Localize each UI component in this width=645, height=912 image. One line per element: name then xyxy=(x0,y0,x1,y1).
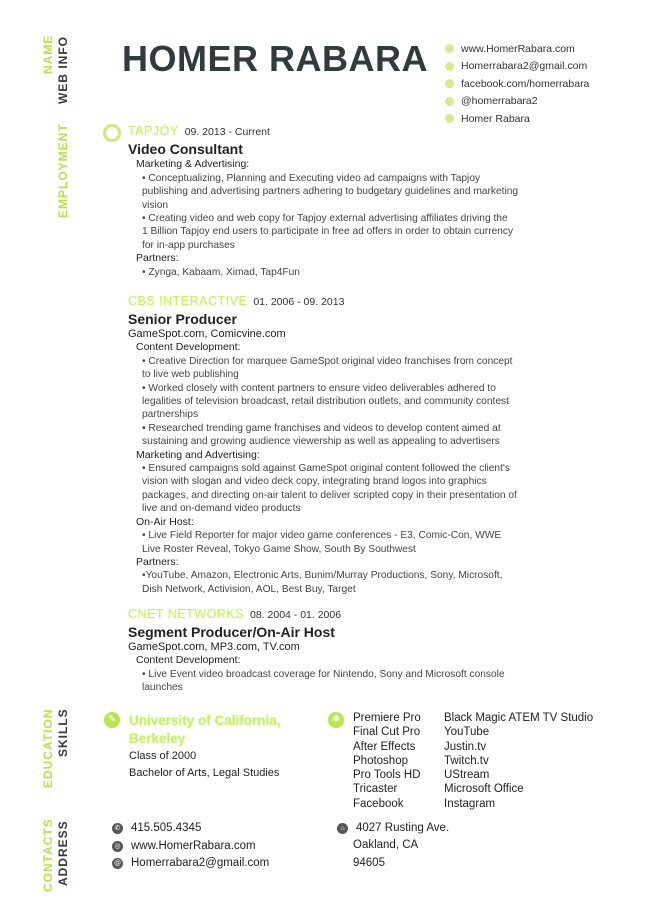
company-name: CBS INTERACTIVE xyxy=(128,294,248,308)
university-name-line2: Berkeley xyxy=(129,731,186,746)
education-class: Class of 2000 xyxy=(129,750,197,762)
bullet-dot-icon xyxy=(445,97,454,106)
job-line: • Live Event video broadcast coverage for Nintendo, Sony and Microsoft console xyxy=(142,668,505,680)
job-section-label: Marketing and Advertising: xyxy=(136,448,260,461)
job-role: Video Consultant xyxy=(128,141,243,158)
skill-item: After Effects xyxy=(353,740,416,753)
education-degree: Bachelor of Arts, Legal Studies xyxy=(129,767,280,779)
bullet-dot-icon xyxy=(445,114,454,123)
address-zip: 94605 xyxy=(353,857,385,869)
job-section-label: Content Development: xyxy=(136,654,241,667)
address-city: Oakland, CA xyxy=(353,839,419,851)
bullet-dot-icon xyxy=(445,79,454,88)
job-dates: 08. 2004 - 01. 2006 xyxy=(250,609,342,621)
job-section-label: Content Development: xyxy=(136,341,241,354)
company-name: TAPJOY xyxy=(128,124,179,138)
job-line: • Researched trending game franchises and videos to develop content aimed at xyxy=(142,422,501,434)
skill-item: Justin.tv xyxy=(444,740,487,753)
address-street: ⌂ 4027 Rusting Ave. xyxy=(337,822,449,834)
job-section-label: Partners: xyxy=(136,252,179,265)
job-line: • Creating video and web copy for Tapjoy external advertising affiliates driving the xyxy=(142,213,508,225)
email-icon: @ xyxy=(113,859,122,867)
skill-item: Instagram xyxy=(444,797,496,810)
contact-phone[interactable]: ✆ 415.505.4345 xyxy=(112,822,201,834)
job-line: for in-app purchases xyxy=(142,239,235,251)
job-line: partnerships xyxy=(142,409,199,421)
job-section-label: Partners: xyxy=(136,555,179,568)
skill-item: Twitch.tv xyxy=(444,754,489,767)
sidebar-education-label: EDUCATION xyxy=(41,708,55,788)
sidebar-skills-label: SKILLS xyxy=(56,708,70,757)
job-line: vision xyxy=(142,199,169,211)
sidebar-name-label: NAME xyxy=(41,34,55,74)
job-entry xyxy=(128,608,505,695)
job-section-label: Marketing & Advertising: xyxy=(136,158,250,171)
skills-column-2 xyxy=(444,711,593,811)
skill-item: Tricaster xyxy=(353,783,398,796)
location-icon: ⌂ xyxy=(337,823,348,834)
job-employer: GameSpot.com, MP3.com, TV.com xyxy=(128,641,300,654)
skill-item: Facebook xyxy=(353,797,404,810)
job-line: Live Roster Reveal, Tokyo Game Show, South By Southwest xyxy=(142,543,416,555)
job-role: Senior Producer xyxy=(128,311,237,328)
job-line: sustaining and growing audience viewership as well as appealing to advertisers xyxy=(142,436,500,448)
skill-item: UStream xyxy=(444,769,490,782)
job-line: • Zynga, Kabaam, Ximad, Tap4Fun xyxy=(142,266,300,278)
job-section-label: On-Air Host: xyxy=(136,515,194,528)
web-info-item[interactable]: @homerrabara2 xyxy=(445,93,589,111)
skill-item: Black Magic ATEM TV Studio xyxy=(444,712,594,724)
skills-column-1 xyxy=(353,711,421,811)
job-line: publishing and advertising partners adhering to budgetary guidelines and marketing xyxy=(142,186,519,198)
sidebar-web-info-label: WEB INFO xyxy=(56,36,70,104)
job-line: vision with slogan and video deck copy, integrating brand logos into graphics xyxy=(142,476,487,488)
company-name: CNET NETWORKS xyxy=(128,607,244,621)
skill-item: Pro Tools HD xyxy=(353,769,421,782)
bullet-dot-icon xyxy=(445,44,454,53)
web-info-item[interactable]: www.HomerRabara.com xyxy=(445,40,589,58)
page-title: HOMER RABARA xyxy=(122,38,428,79)
university-name: University of California, xyxy=(129,713,281,728)
job-dates: 09. 2013 - Current xyxy=(184,126,270,138)
job-entry xyxy=(128,295,517,596)
bullet-dot-icon xyxy=(445,62,454,71)
skill-item: Photoshop xyxy=(353,754,408,767)
job-line: packages, and directing on-air talent to deliver scripted copy in their presentation of xyxy=(142,489,517,501)
globe-icon: ◎ xyxy=(112,841,123,852)
job-line: 1 Billion Tapjoy end users to participate in free ad offers in order to obtain currency xyxy=(142,226,514,238)
job-line: legalities of television broadcast, retail distribution outlets, and community contest xyxy=(142,396,509,408)
contact-email[interactable]: @ Homerrabara2@gmail.com xyxy=(113,857,270,869)
web-info-list xyxy=(445,40,589,128)
skill-item: Final Cut Pro xyxy=(353,726,421,739)
web-info-item[interactable]: facebook.com/homerrabara xyxy=(445,75,589,93)
job-line: live and on-demand video products xyxy=(142,503,301,515)
job-entry xyxy=(128,125,518,279)
employment-ring-icon xyxy=(103,124,121,142)
job-role: Segment Producer/On-Air Host xyxy=(128,624,335,641)
job-line: Dish Network, Activision, AOL, Best Buy, Target xyxy=(142,583,356,595)
web-info-item[interactable]: Homer Rabara xyxy=(445,110,589,128)
skills-gear-icon: ✱ xyxy=(328,712,344,728)
education-pencil-icon: ✎ xyxy=(104,712,120,728)
education-block xyxy=(129,712,281,782)
skill-item: Microsoft Office xyxy=(444,783,524,796)
job-line: • Worked closely with content partners to ensure video deliverables adhered to xyxy=(142,382,496,394)
job-line: •YouTube, Amazon, Electronic Arts, Bunim/Murray Productions, Sony, Microsoft, xyxy=(142,570,503,582)
job-line: • Ensured campaigns sold against GameSpot original content followed the client's xyxy=(142,463,510,475)
skill-item: Premiere Pro xyxy=(353,712,421,724)
sidebar-employment-label: EMPLOYMENT xyxy=(56,123,70,218)
skill-item: YouTube xyxy=(444,726,490,739)
sidebar-contacts-label: CONTACTS xyxy=(41,818,55,892)
web-info-item[interactable]: Homerrabara2@gmail.com xyxy=(445,58,589,76)
phone-icon: ✆ xyxy=(112,823,123,834)
job-line: • Live Field Reporter for major video game conferences - E3, Comic-Con, WWE xyxy=(142,530,502,542)
job-dates: 01. 2006 - 09. 2013 xyxy=(253,296,345,308)
sidebar-address-label: ADDRESS xyxy=(56,820,70,886)
job-line: • Creative Direction for marquee GameSpot original video franchises from concept xyxy=(142,355,513,367)
contact-web[interactable]: ◎ www.HomerRabara.com xyxy=(112,840,256,852)
job-line: to live web publishing xyxy=(142,369,239,381)
job-line: launches xyxy=(142,682,183,694)
job-line: • Conceptualizing, Planning and Executing video ad campaigns with Tapjoy xyxy=(142,172,481,184)
job-employer: GameSpot.com, Comicvine.com xyxy=(128,328,286,341)
